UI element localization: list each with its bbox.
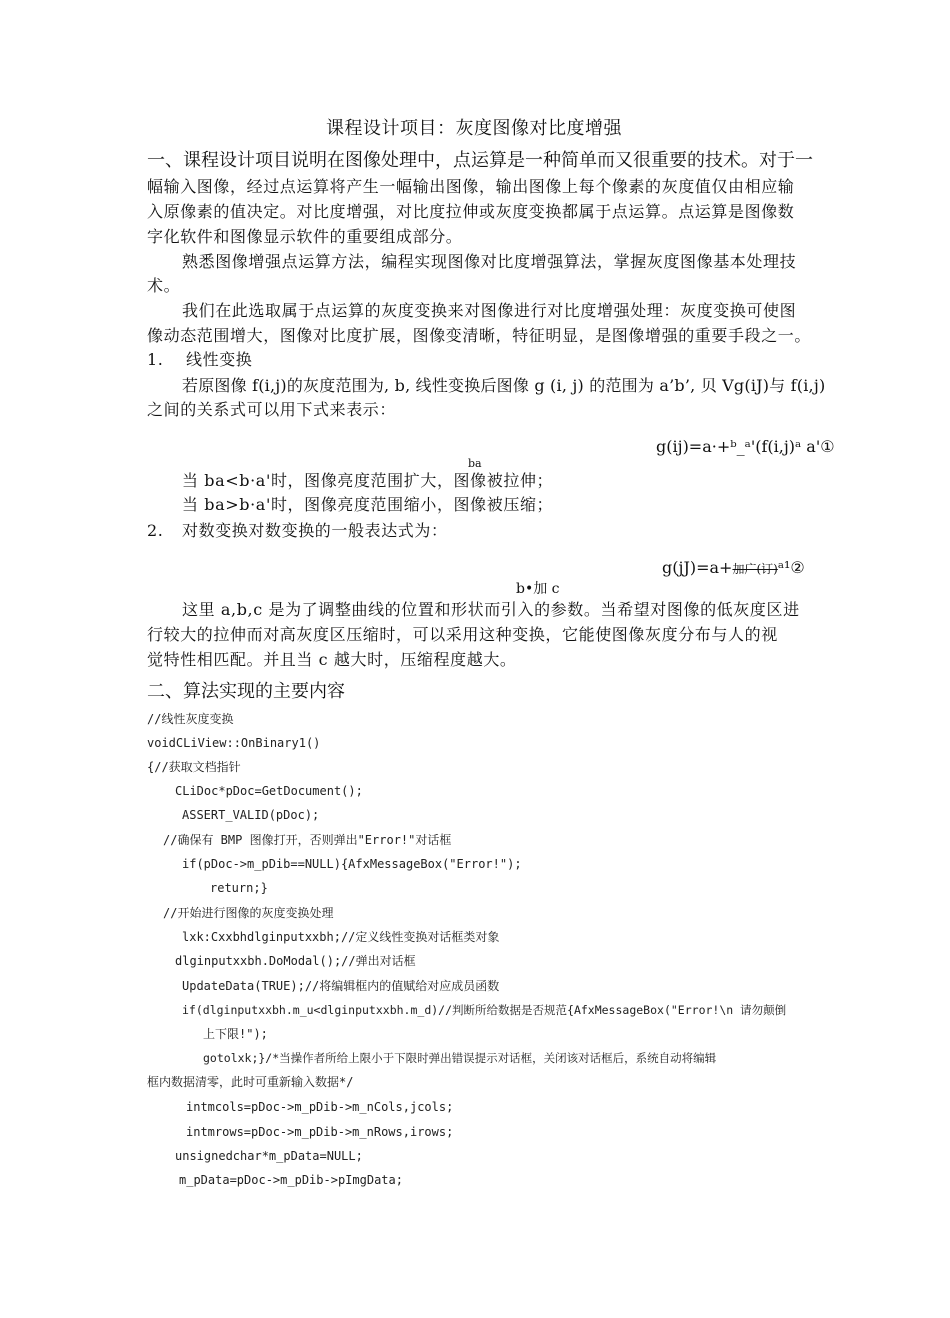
paragraph-line: 行较大的拉伸而对高灰度区压缩时，可以采用这种变换，它能使图像灰度分布与人的视 <box>147 625 778 644</box>
formula-2-denominator: b•加 c <box>516 581 560 597</box>
code-line: unsignedchar*m_pData=NULL; <box>175 1149 363 1163</box>
code-line: CLiDoc*pDoc=GetDocument(); <box>175 784 363 798</box>
formula-2-end: ᵃ¹② <box>777 558 805 577</box>
code-line: ASSERT_VALID(pDoc); <box>182 808 320 822</box>
code-line: 框内数据清零，此时可重新输入数据*/ <box>147 1075 354 1089</box>
code-line: //线性灰度变换 <box>147 712 234 726</box>
paragraph-line: 这里 a,b,c 是为了调整曲线的位置和形状而引入的参数。当希望对图像的低灰度区进 <box>182 600 800 619</box>
paragraph-line: 若原图像 f(i,j)的灰度范围为, b, 线性变换后图像 g (i, j) 的范围为 a’b’, 贝 Vg(iJ)与 f(i,j) <box>182 376 826 395</box>
code-line: lxk:Cxxbhdlginputxxbh;//定义线性变换对话框类对象 <box>182 930 500 944</box>
list-number: 2. <box>147 521 164 540</box>
list-item-title: 对数变换对数变换的一般表达式为： <box>182 521 448 540</box>
code-line: if(dlginputxxbh.m_u<dlginputxxbh.m_d)//判断所给数据是否规范{AfxMessageBox("Error!\n 请勿颠倒 <box>182 1003 787 1017</box>
code-line: {//获取文档指针 <box>147 760 241 774</box>
document-title: 课程设计项目：灰度图像对比度增强 <box>326 118 622 139</box>
paragraph-line: 当 ba>b·a'时，图像亮度范围缩小，图像被压缩； <box>182 495 554 514</box>
formula-2 <box>662 557 805 580</box>
code-line: UpdateData(TRUE);//将编辑框内的值赋给对应成员函数 <box>182 979 500 993</box>
formula-1: g(ij)=a·+ᵇ_ᵃ'(f(i,j)ᵃ a'① <box>656 437 835 456</box>
code-line: intmrows=pDoc->m_pDib->m_nRows,irows; <box>186 1125 454 1139</box>
list-item-title: 线性变换 <box>186 350 253 369</box>
code-line: intmcols=pDoc->m_pDib->m_nCols,jcols; <box>186 1100 454 1114</box>
paragraph-line: 熟悉图像增强点运算方法，编程实现图像对比度增强算法，掌握灰度图像基本处理技 <box>182 252 797 271</box>
paragraph-line: 我们在此选取属于点运算的灰度变换来对图像进行对比度增强处理：灰度变换可使图 <box>182 301 797 320</box>
formula-2-main: g(jJ)=a+ <box>662 558 733 577</box>
code-line: m_pData=pDoc->m_pDib->pImgData; <box>179 1173 403 1187</box>
paragraph-line: 术。 <box>147 276 181 295</box>
section2-heading: 二、算法实现的主要内容 <box>147 681 345 702</box>
paragraph-line: 入原像素的值决定。对比度增强，对比度拉伸或灰度变换都属于点运算。点运算是图像数 <box>147 202 795 221</box>
code-line: return;} <box>210 881 268 895</box>
code-line: //确保有 BMP 图像打开，否则弹出"Error!"对话框 <box>163 833 452 847</box>
section1-heading-line: 一、课程设计项目说明在图像处理中，点运算是一种简单而又很重要的技术。对于一 <box>147 150 813 171</box>
code-line: dlginputxxbh.DoModal();//弹出对话框 <box>175 954 416 968</box>
paragraph-line: 像动态范围增大，图像对比度扩展，图像变清晰，特征明显，是图像增强的重要手段之一。 <box>147 326 812 345</box>
code-line: if(pDoc->m_pDib==NULL){AfxMessageBox("Error!"); <box>182 857 522 871</box>
paragraph-line: 当 ba<b·a'时，图像亮度范围扩大，图像被拉伸； <box>182 471 554 490</box>
code-line: //开始进行图像的灰度变换处理 <box>163 906 334 920</box>
paragraph-line: 觉特性相匹配。并且当 c 越大时，压缩程度越大。 <box>147 650 517 669</box>
code-line: gotolxk;}/*当操作者所给上限小于下限时弹出错误提示对话框，关闭该对话框后，系统自动将编辑 <box>203 1051 717 1065</box>
paragraph-line: 字化软件和图像显示软件的重要组成部分。 <box>147 227 463 246</box>
paragraph-line: 之间的关系式可以用下式来表示： <box>147 400 397 419</box>
formula-1-denominator: ba <box>468 457 482 470</box>
formula-2-struck: 加广(订) <box>732 562 778 576</box>
code-line: voidCLiView::OnBinary1() <box>147 736 321 750</box>
paragraph-line: 幅输入图像，经过点运算将产生一幅输出图像，输出图像上每个像素的灰度值仅由相应输 <box>147 177 795 196</box>
list-number: 1. <box>147 350 164 369</box>
code-line: 上下限!"); <box>203 1027 268 1041</box>
